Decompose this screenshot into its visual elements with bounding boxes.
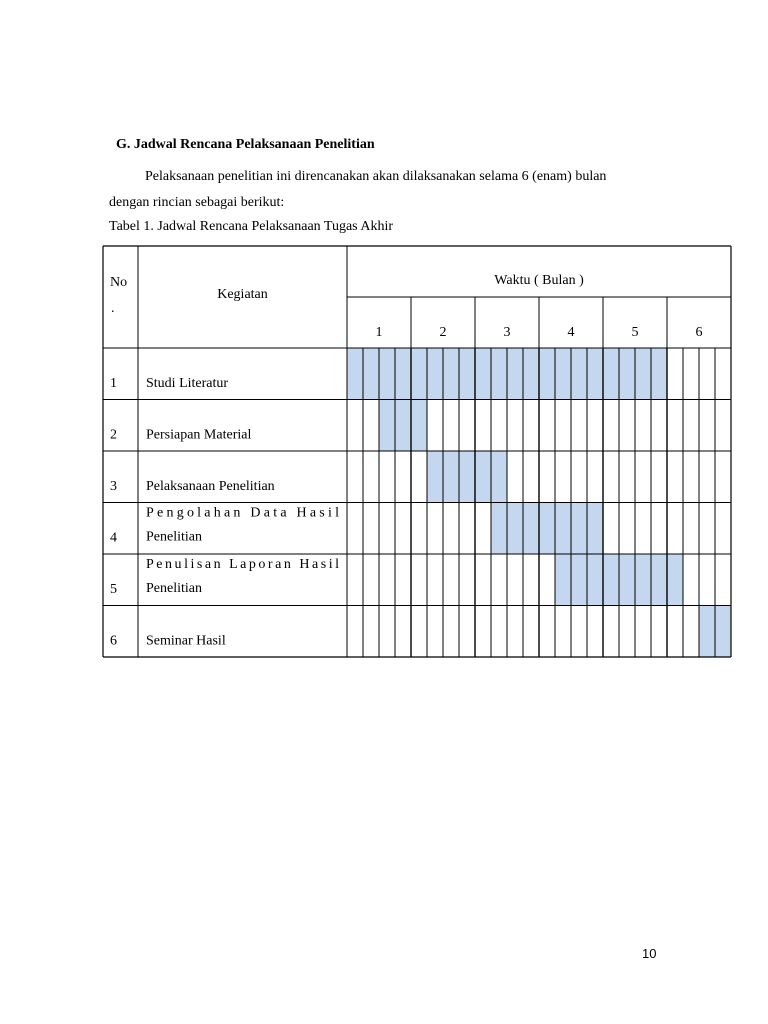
week-cell-filled <box>411 400 427 452</box>
week-cell-filled <box>379 400 395 452</box>
page-number: 10 <box>642 946 657 961</box>
week-cell-filled <box>651 348 667 400</box>
week-cell-filled <box>635 554 651 606</box>
week-cell-filled <box>667 554 683 606</box>
month-label: 5 <box>631 325 639 340</box>
row-number: 6 <box>110 633 117 649</box>
activity-label: Seminar Hasil <box>146 633 226 649</box>
week-cell-filled <box>715 606 731 658</box>
week-cell-filled <box>539 348 555 400</box>
week-cell-filled <box>587 503 603 555</box>
week-cell-filled <box>395 348 411 400</box>
week-cell-filled <box>555 348 571 400</box>
activity-label-continued: Penelitian <box>146 529 202 545</box>
week-cell-filled <box>523 503 539 555</box>
week-cell-filled <box>507 503 523 555</box>
week-cell-filled <box>459 451 475 503</box>
table-caption: Tabel 1. Jadwal Rencana Pelaksanaan Tugas Akhir <box>109 219 394 234</box>
row-number: 4 <box>110 530 117 546</box>
week-cell-filled <box>427 348 443 400</box>
section-heading: G. Jadwal Rencana Pelaksanaan Penelitian <box>116 137 375 152</box>
paragraph-line-1: Pelaksanaan penelitian ini direncanakan akan dilaksanakan selama 6 (enam) bulan <box>145 169 607 184</box>
header-no-dot: . <box>111 301 115 316</box>
activity-label-continued: Penelitian <box>146 581 202 596</box>
month-label: 2 <box>439 325 447 340</box>
week-cell-filled <box>491 348 507 400</box>
row-number: 1 <box>110 376 117 391</box>
week-cell-filled <box>603 348 619 400</box>
week-cell-filled <box>651 554 667 606</box>
week-cell-filled <box>619 348 635 400</box>
week-cell-filled <box>603 554 619 606</box>
week-cell-filled <box>395 400 411 452</box>
week-cell-filled <box>587 554 603 606</box>
activity-label: Pengolahan Data Hasil <box>146 505 339 521</box>
week-cell-filled <box>507 348 523 400</box>
month-label: 1 <box>375 325 383 340</box>
month-label: 3 <box>503 325 511 340</box>
header-time: Waktu ( Bulan ) <box>494 273 584 288</box>
week-cell-filled <box>619 554 635 606</box>
row-number: 5 <box>110 582 117 597</box>
activity-label: Persiapan Material <box>146 427 252 443</box>
activity-label: Studi Literatur <box>146 376 229 391</box>
week-cell-filled <box>475 348 491 400</box>
week-cell-filled <box>347 348 363 400</box>
row-number: 2 <box>110 427 117 443</box>
week-cell-filled <box>459 348 475 400</box>
week-cell-filled <box>699 606 715 658</box>
month-label: 6 <box>695 325 703 340</box>
activity-label: Penulisan Laporan Hasil <box>146 557 339 572</box>
header-activity: Kegiatan <box>217 287 268 302</box>
week-cell-filled <box>411 348 427 400</box>
week-cell-filled <box>363 348 379 400</box>
week-cell-filled <box>571 348 587 400</box>
week-cell-filled <box>555 503 571 555</box>
week-cell-filled <box>587 348 603 400</box>
month-label: 4 <box>567 325 575 340</box>
week-cell-filled <box>539 503 555 555</box>
row-number: 3 <box>110 479 117 494</box>
week-cell-filled <box>571 554 587 606</box>
paragraph-line-2: dengan rincian sebagai berikut: <box>109 195 285 210</box>
week-cell-filled <box>523 348 539 400</box>
activity-label: Pelaksanaan Penelitian <box>146 479 275 494</box>
week-cell-filled <box>491 451 507 503</box>
week-cell-filled <box>555 554 571 606</box>
week-cell-filled <box>379 348 395 400</box>
week-cell-filled <box>635 348 651 400</box>
week-cell-filled <box>571 503 587 555</box>
week-cell-filled <box>491 503 507 555</box>
week-cell-filled <box>443 348 459 400</box>
week-cell-filled <box>427 451 443 503</box>
header-no: No <box>110 275 128 290</box>
week-cell-filled <box>475 451 491 503</box>
week-cell-filled <box>443 451 459 503</box>
